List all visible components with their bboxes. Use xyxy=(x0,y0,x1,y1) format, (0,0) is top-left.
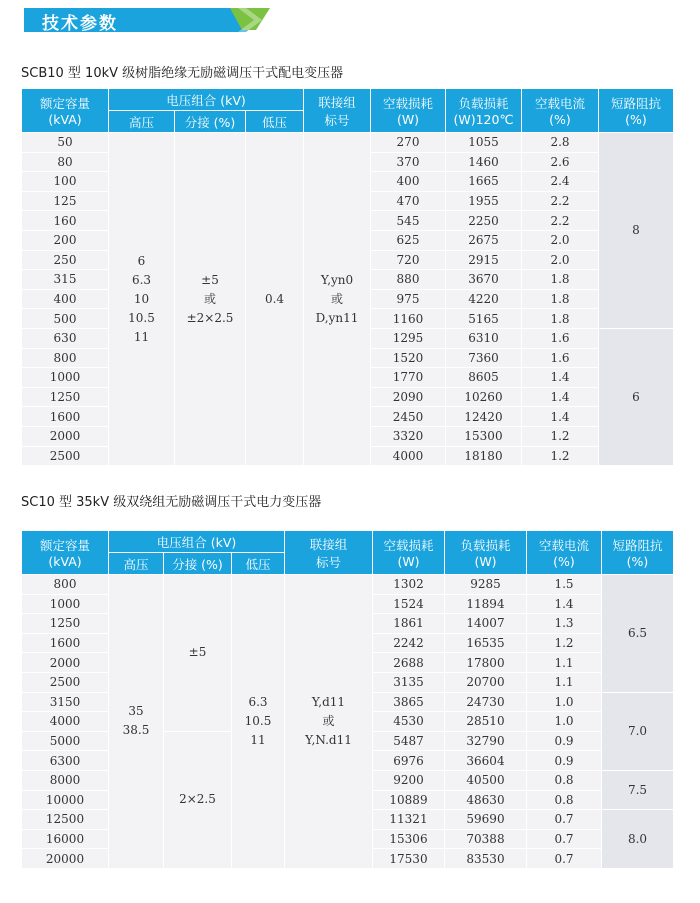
load-loss-cell: 1665 xyxy=(446,172,522,192)
header-hv: 高压 xyxy=(109,111,175,133)
capacity-cell: 100 xyxy=(22,172,109,192)
capacity-cell: 160 xyxy=(22,211,109,231)
noload-current-cell: 0.9 xyxy=(527,731,602,751)
capacity-cell: 6300 xyxy=(22,751,109,771)
tap-value: ±2×2.5 xyxy=(186,310,234,325)
load-loss-cell: 3670 xyxy=(446,270,522,290)
capacity-cell: 800 xyxy=(22,575,109,595)
noload-loss-cell: 5487 xyxy=(373,731,445,751)
noload-current-cell: 1.0 xyxy=(527,712,602,732)
load-loss-cell: 14007 xyxy=(445,614,527,634)
noload-loss-cell: 4000 xyxy=(371,446,446,466)
header-connection: 联接组 标号 xyxy=(285,531,373,575)
load-loss-cell: 18180 xyxy=(446,446,522,466)
capacity-cell: 50 xyxy=(22,133,109,153)
capacity-cell: 20000 xyxy=(22,849,109,869)
impedance-cell: 6.5 xyxy=(602,575,674,693)
noload-loss-cell: 1302 xyxy=(373,575,445,595)
impedance-cell: 6 xyxy=(599,328,674,465)
header-connection: 联接组 标号 xyxy=(304,89,371,133)
table1-spec-table xyxy=(21,88,674,466)
capacity-cell: 12500 xyxy=(22,810,109,830)
table2-spec-table xyxy=(21,530,674,869)
capacity-cell: 2500 xyxy=(22,672,109,692)
header-tap: 分接 (%) xyxy=(175,111,246,133)
noload-current-cell: 1.8 xyxy=(522,289,599,309)
noload-current-cell: 1.4 xyxy=(522,387,599,407)
capacity-cell: 125 xyxy=(22,191,109,211)
noload-loss-cell: 6976 xyxy=(373,751,445,771)
header-load-loss: 负载损耗 (W)120℃ xyxy=(446,89,522,133)
hv-value: 10.5 xyxy=(128,310,155,325)
header-noload-loss: 空载损耗 (W) xyxy=(373,531,445,575)
lv-cell xyxy=(246,133,304,466)
capacity-cell: 2000 xyxy=(22,653,109,673)
load-loss-cell: 32790 xyxy=(445,731,527,751)
noload-loss-cell: 625 xyxy=(371,230,446,250)
noload-current-cell: 1.8 xyxy=(522,270,599,290)
load-loss-cell: 83530 xyxy=(445,849,527,869)
noload-current-cell: 1.3 xyxy=(527,614,602,634)
connection-cell-line: 或 xyxy=(330,291,343,306)
noload-current-cell: 2.0 xyxy=(522,250,599,270)
load-loss-cell: 70388 xyxy=(445,829,527,849)
load-loss-cell: 2915 xyxy=(446,250,522,270)
hv-value: 38.5 xyxy=(122,723,150,738)
table-row xyxy=(22,133,674,153)
load-loss-cell: 9285 xyxy=(445,575,527,595)
noload-current-cell: 1.6 xyxy=(522,348,599,368)
load-loss-cell: 36604 xyxy=(445,751,527,771)
noload-loss-cell: 1160 xyxy=(371,309,446,329)
capacity-cell: 5000 xyxy=(22,731,109,751)
load-loss-cell: 28510 xyxy=(445,712,527,732)
section-title: 技术参数 xyxy=(42,14,118,34)
capacity-cell: 1600 xyxy=(22,407,109,427)
noload-loss-cell: 470 xyxy=(371,191,446,211)
connection-cell-line: Y,yn0 xyxy=(320,272,354,287)
tap-value: 2×2.5 xyxy=(179,792,216,807)
header-voltage-group: 电压组合 (kV) xyxy=(109,89,304,111)
load-loss-cell: 2675 xyxy=(446,230,522,250)
noload-loss-cell: 2090 xyxy=(371,387,446,407)
connection-cell-line: 或 xyxy=(322,713,335,728)
capacity-cell: 2000 xyxy=(22,426,109,446)
noload-loss-cell: 2688 xyxy=(373,653,445,673)
noload-loss-cell: 3135 xyxy=(373,672,445,692)
capacity-cell: 80 xyxy=(22,152,109,172)
noload-loss-cell: 15306 xyxy=(373,829,445,849)
connection-cell xyxy=(304,133,371,466)
header-lv: 低压 xyxy=(246,111,304,133)
impedance-cell: 7.5 xyxy=(602,770,674,809)
tap-value: ±5 xyxy=(188,645,207,660)
load-loss-cell: 2250 xyxy=(446,211,522,231)
load-loss-cell: 10260 xyxy=(446,387,522,407)
capacity-cell: 500 xyxy=(22,309,109,329)
noload-current-cell: 2.8 xyxy=(522,133,599,153)
noload-current-cell: 0.9 xyxy=(527,751,602,771)
load-loss-cell: 1055 xyxy=(446,133,522,153)
noload-current-cell: 2.4 xyxy=(522,172,599,192)
header-noload-loss: 空载损耗 (W) xyxy=(371,89,446,133)
header-lv: 低压 xyxy=(232,553,285,575)
noload-loss-cell: 400 xyxy=(371,172,446,192)
tap-cell xyxy=(164,575,232,732)
capacity-cell: 16000 xyxy=(22,829,109,849)
noload-current-cell: 1.2 xyxy=(522,426,599,446)
tap-value: ±5 xyxy=(201,272,219,287)
load-loss-cell: 1460 xyxy=(446,152,522,172)
impedance-cell: 8.0 xyxy=(602,810,674,869)
header-capacity: 额定容量 (kVA) xyxy=(22,531,109,575)
impedance-cell: 7.0 xyxy=(602,692,674,770)
hv-value: 35 xyxy=(128,704,144,719)
noload-current-cell: 0.8 xyxy=(527,770,602,790)
table1-caption: SCB10 型 10kV 级树脂绝缘无励磁调压干式配电变压器 xyxy=(21,66,344,81)
noload-current-cell: 1.6 xyxy=(522,328,599,348)
noload-loss-cell: 3320 xyxy=(371,426,446,446)
load-loss-cell: 20700 xyxy=(445,672,527,692)
noload-loss-cell: 720 xyxy=(371,250,446,270)
noload-current-cell: 1.4 xyxy=(527,594,602,614)
connection-cell-line: Y,N.d11 xyxy=(305,732,352,747)
lv-cell-line: 6.3 xyxy=(248,694,268,709)
noload-current-cell: 1.8 xyxy=(522,309,599,329)
tap-cell xyxy=(175,133,246,466)
capacity-cell: 1000 xyxy=(22,594,109,614)
lv-cell-line: 11 xyxy=(250,732,266,747)
hv-value: 10 xyxy=(133,291,150,306)
header-load-loss: 负载损耗 (W) xyxy=(445,531,527,575)
noload-current-cell: 0.7 xyxy=(527,849,602,869)
capacity-cell: 250 xyxy=(22,250,109,270)
noload-loss-cell: 1770 xyxy=(371,368,446,388)
noload-loss-cell: 975 xyxy=(371,289,446,309)
hv-value: 6.3 xyxy=(131,272,152,287)
hv-value: 6 xyxy=(137,253,146,268)
noload-current-cell: 1.4 xyxy=(522,368,599,388)
connection-cell-line: Y,d11 xyxy=(311,694,346,709)
capacity-cell: 10000 xyxy=(22,790,109,810)
load-loss-cell: 5165 xyxy=(446,309,522,329)
noload-loss-cell: 3865 xyxy=(373,692,445,712)
load-loss-cell: 7360 xyxy=(446,348,522,368)
impedance-cell: 8 xyxy=(599,133,674,329)
lv-cell-line: 0.4 xyxy=(264,291,285,306)
load-loss-cell: 6310 xyxy=(446,328,522,348)
tap-cell xyxy=(164,731,232,868)
noload-current-cell: 0.8 xyxy=(527,790,602,810)
noload-current-cell: 1.1 xyxy=(527,672,602,692)
header-noload-current: 空载电流 (%) xyxy=(527,531,602,575)
lv-cell-line: 10.5 xyxy=(244,713,272,728)
load-loss-cell: 17800 xyxy=(445,653,527,673)
capacity-cell: 4000 xyxy=(22,712,109,732)
noload-loss-cell: 9200 xyxy=(373,770,445,790)
noload-loss-cell: 10889 xyxy=(373,790,445,810)
capacity-cell: 3150 xyxy=(22,692,109,712)
noload-loss-cell: 17530 xyxy=(373,849,445,869)
capacity-cell: 400 xyxy=(22,289,109,309)
header-impedance: 短路阻抗 (%) xyxy=(599,89,674,133)
capacity-cell: 1250 xyxy=(22,614,109,634)
noload-current-cell: 2.6 xyxy=(522,152,599,172)
hv-value: 11 xyxy=(133,329,150,344)
noload-current-cell: 2.0 xyxy=(522,230,599,250)
connection-cell-line: D,yn11 xyxy=(315,310,359,325)
load-loss-cell: 11894 xyxy=(445,594,527,614)
noload-current-cell: 1.0 xyxy=(527,692,602,712)
load-loss-cell: 16535 xyxy=(445,633,527,653)
noload-current-cell: 2.2 xyxy=(522,191,599,211)
noload-current-cell: 1.5 xyxy=(527,575,602,595)
capacity-cell: 630 xyxy=(22,328,109,348)
load-loss-cell: 8605 xyxy=(446,368,522,388)
capacity-cell: 800 xyxy=(22,348,109,368)
load-loss-cell: 15300 xyxy=(446,426,522,446)
header-hv: 高压 xyxy=(109,553,164,575)
header-voltage-group: 电压组合 (kV) xyxy=(109,531,285,553)
capacity-cell: 1600 xyxy=(22,633,109,653)
noload-loss-cell: 880 xyxy=(371,270,446,290)
header-noload-current: 空载电流 (%) xyxy=(522,89,599,133)
header-impedance: 短路阻抗 (%) xyxy=(602,531,674,575)
noload-current-cell: 1.2 xyxy=(527,633,602,653)
connection-cell xyxy=(285,575,373,869)
noload-loss-cell: 1524 xyxy=(373,594,445,614)
capacity-cell: 8000 xyxy=(22,770,109,790)
capacity-cell: 1250 xyxy=(22,387,109,407)
table-row xyxy=(22,575,674,595)
noload-loss-cell: 1295 xyxy=(371,328,446,348)
hv-cell xyxy=(109,133,175,466)
noload-loss-cell: 2242 xyxy=(373,633,445,653)
noload-loss-cell: 2450 xyxy=(371,407,446,427)
noload-loss-cell: 270 xyxy=(371,133,446,153)
table2-caption: SC10 型 35kV 级双绕组无励磁调压干式电力变压器 xyxy=(21,495,322,510)
load-loss-cell: 24730 xyxy=(445,692,527,712)
noload-current-cell: 1.2 xyxy=(522,446,599,466)
noload-loss-cell: 4530 xyxy=(373,712,445,732)
noload-loss-cell: 1861 xyxy=(373,614,445,634)
noload-loss-cell: 1520 xyxy=(371,348,446,368)
hv-cell xyxy=(109,575,164,869)
load-loss-cell: 48630 xyxy=(445,790,527,810)
noload-current-cell: 2.2 xyxy=(522,211,599,231)
capacity-cell: 1000 xyxy=(22,368,109,388)
load-loss-cell: 59690 xyxy=(445,810,527,830)
header-tap: 分接 (%) xyxy=(164,553,232,575)
noload-current-cell: 0.7 xyxy=(527,810,602,830)
capacity-cell: 315 xyxy=(22,270,109,290)
header-capacity: 额定容量 (kVA) xyxy=(22,89,109,133)
load-loss-cell: 40500 xyxy=(445,770,527,790)
capacity-cell: 2500 xyxy=(22,446,109,466)
capacity-cell: 200 xyxy=(22,230,109,250)
noload-loss-cell: 545 xyxy=(371,211,446,231)
lv-cell xyxy=(232,575,285,869)
noload-current-cell: 0.7 xyxy=(527,829,602,849)
load-loss-cell: 12420 xyxy=(446,407,522,427)
load-loss-cell: 1955 xyxy=(446,191,522,211)
noload-loss-cell: 11321 xyxy=(373,810,445,830)
noload-current-cell: 1.1 xyxy=(527,653,602,673)
noload-current-cell: 1.4 xyxy=(522,407,599,427)
noload-loss-cell: 370 xyxy=(371,152,446,172)
tap-value: 或 xyxy=(203,291,216,306)
load-loss-cell: 4220 xyxy=(446,289,522,309)
